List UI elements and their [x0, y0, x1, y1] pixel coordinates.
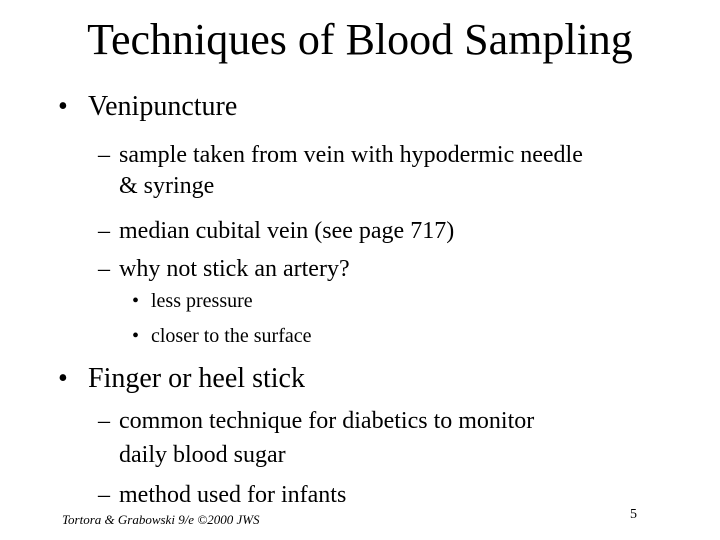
dash-marker: –	[98, 408, 110, 434]
sub-bullet-line: common technique for diabetics to monitor	[119, 408, 535, 434]
dash-marker: –	[98, 142, 110, 168]
bullet-finger-or-heel-stick: Finger or heel stick	[88, 363, 305, 394]
sub-sub-bullet-text: less pressure	[151, 290, 253, 312]
sub-sub-bullet-marker: •	[132, 290, 140, 312]
sub-sub-bullet-text: closer to the surface	[151, 325, 312, 347]
bullet-venipuncture: Venipuncture	[88, 91, 238, 122]
sub-sub-bullet-marker: •	[132, 325, 140, 347]
bullet-marker: •	[58, 363, 68, 394]
citation-footer: Tortora & Grabowski 9/e ©2000 JWS	[62, 512, 260, 527]
bullet-marker: •	[58, 91, 68, 122]
dash-marker: –	[98, 218, 110, 244]
sub-bullet-line: sample taken from vein with hypodermic needle	[119, 142, 583, 168]
dash-marker: –	[98, 482, 110, 508]
sub-bullet-line: median cubital vein (see page 717)	[119, 218, 455, 244]
dash-marker: –	[98, 256, 110, 282]
sub-bullet-line: & syringe	[119, 173, 215, 199]
page-number: 5	[630, 507, 637, 522]
sub-bullet-line: method used for infants	[119, 482, 347, 508]
sub-bullet-line: daily blood sugar	[119, 442, 286, 468]
slide-title: Techniques of Blood Sampling	[87, 15, 633, 64]
sub-bullet-line: why not stick an artery?	[119, 256, 350, 282]
